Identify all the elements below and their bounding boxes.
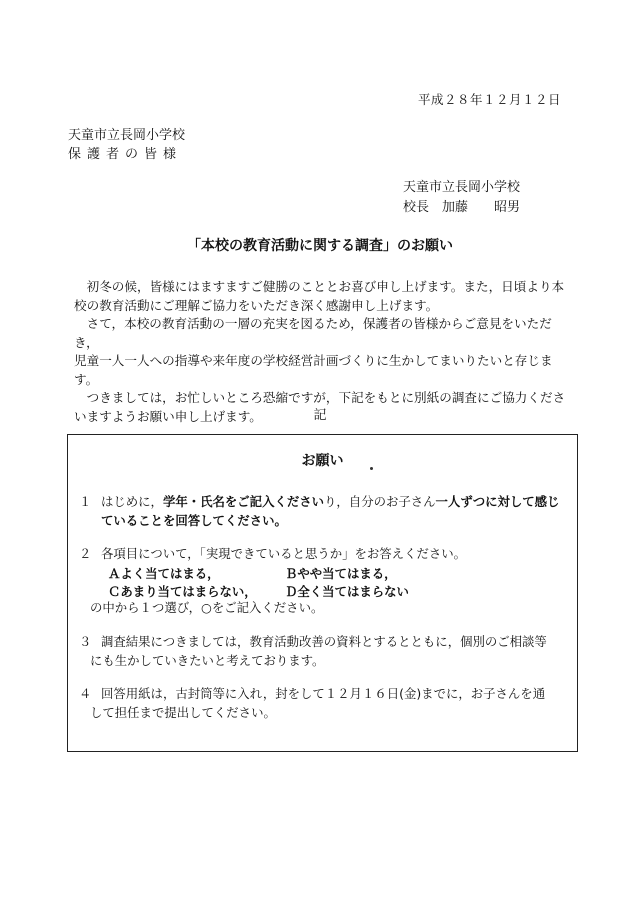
body-paragraph-3-line-2: いますようお願い申し上げます。 (74, 408, 262, 424)
item-number: １ (79, 494, 92, 509)
body-paragraph-1-line-1: 初冬の候，皆様にはますますご健勝のこととお喜び申し上げます。また，日頃より本 (86, 279, 565, 294)
ki-heading: 記 (313, 408, 327, 423)
request-item-4 (79, 685, 569, 725)
body-paragraph-1-line-2: 校の教育活動にご理解ご協力をいただき深く感謝申し上げます。 (74, 297, 439, 313)
item-line-1: 各項目について，「実現できていると思うか」をお答えください。 (101, 546, 467, 561)
option-a: Ａよく当てはまる， (108, 566, 220, 581)
item-2-last-line: の中から１つ選び，○をご記入ください。 (90, 600, 324, 615)
item-number: ３ (79, 634, 92, 649)
request-box (67, 434, 578, 752)
item-line-2: にも生かしていきたいと考えております。 (90, 653, 325, 668)
option-b: Ｂやや当てはまる， (285, 566, 397, 581)
item-line-1: はじめに，学年・氏名をご記入くださいり，自分のお子さん一人ずつに対して感じ (101, 494, 560, 509)
item-line-2: ていることを回答してください。 (101, 513, 287, 528)
option-d: Ｄ全く当てはまらない (285, 584, 409, 599)
item-number: ４ (79, 686, 92, 701)
body-paragraph-3-line-1: つきましては，お忙しいところ恐縮ですが，下記をもとに別紙の調査にご協力くださ (86, 390, 566, 405)
item-number: ２ (79, 546, 92, 561)
body-paragraph-2-line-2: 児童一人一人への指導や来年度の学校経営計画づくりに生かしてまいりたいと存じます。 (74, 353, 553, 387)
item-line-1: 回答用紙は，古封筒等に入れ，封をして１２月１６日(金)までに，お子さんを通 (101, 686, 546, 701)
recipient-school: 天童市立長岡小学校 (68, 128, 186, 143)
request-item-3 (79, 633, 569, 673)
item-line-2: して担任まで提出してください。 (90, 705, 276, 720)
request-box-title: お願い (301, 453, 344, 469)
item-line-1: 調査結果につきましては，教育活動改善の資料とするとともに，個別のご相談等 (101, 634, 547, 649)
request-item-1 (79, 493, 569, 533)
body-paragraph-2-line-1: さて，本校の教育活動の一層の充実を図るため，保護者の皆様からご意見をいただき， (74, 316, 552, 350)
speck-mark (370, 467, 373, 470)
letter-title: 「本校の教育活動に関する調査」のお願い (187, 238, 453, 254)
sender-principal: 校長 加藤 昭男 (403, 200, 521, 215)
sender-school: 天童市立長岡小学校 (403, 180, 521, 195)
option-c: Ｃあまり当てはまらない， (108, 584, 257, 599)
letter-date: 平成２８年１２月１２日 (418, 92, 562, 107)
recipient-parents: 保護者の皆様 (68, 147, 183, 162)
